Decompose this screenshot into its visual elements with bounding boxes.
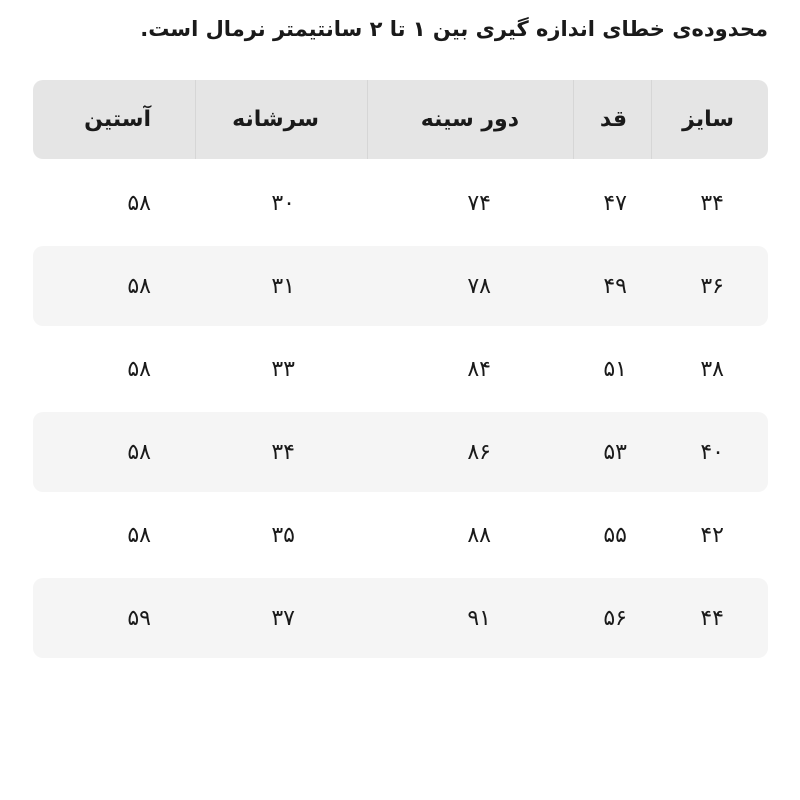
size-table — [33, 80, 768, 661]
cell-height: ۴۷ — [603, 190, 627, 216]
cell-shoulder: ۳۱ — [271, 273, 295, 299]
cell-size: ۳۸ — [700, 356, 724, 382]
cell-sleeve: ۵۸ — [127, 273, 151, 299]
table-row — [33, 412, 768, 492]
table-row — [33, 495, 768, 575]
table-row — [33, 329, 768, 409]
cell-shoulder: ۳۵ — [271, 522, 295, 548]
cell-shoulder: ۳۴ — [271, 439, 295, 465]
cell-height: ۴۹ — [603, 273, 627, 299]
header-size: سایز — [651, 80, 768, 159]
table-row — [33, 246, 768, 326]
header-sleeve: آستین — [84, 107, 151, 132]
table-row — [33, 578, 768, 658]
cell-chest: ۸۸ — [467, 522, 491, 548]
cell-sleeve: ۵۸ — [127, 356, 151, 382]
cell-sleeve: ۵۹ — [127, 605, 151, 631]
table-row — [33, 163, 768, 243]
cell-chest: ۹۱ — [467, 605, 491, 631]
cell-chest: ۷۸ — [467, 273, 491, 299]
cell-height: ۵۶ — [603, 605, 627, 631]
cell-size: ۳۴ — [700, 190, 724, 216]
cell-sleeve: ۵۸ — [127, 522, 151, 548]
cell-sleeve: ۵۸ — [127, 439, 151, 465]
cell-size: ۴۰ — [700, 439, 724, 465]
cell-height: ۵۳ — [603, 439, 627, 465]
cell-chest: ۸۴ — [467, 356, 491, 382]
header-shoulder: سرشانه — [195, 80, 367, 159]
measurement-error-note: محدوده‌ی خطای اندازه گیری بین ۱ تا ۲ سانتیمتر نرمال است. — [140, 17, 768, 41]
table-header-row — [33, 80, 768, 159]
cell-chest: ۸۶ — [467, 439, 491, 465]
cell-height: ۵۵ — [603, 522, 627, 548]
cell-shoulder: ۳۷ — [271, 605, 295, 631]
cell-chest: ۷۴ — [467, 190, 491, 216]
header-chest: دور سینه — [367, 80, 573, 159]
header-height: قد — [573, 80, 651, 159]
cell-size: ۴۴ — [700, 605, 724, 631]
cell-size: ۳۶ — [700, 273, 724, 299]
cell-height: ۵۱ — [603, 356, 627, 382]
cell-sleeve: ۵۸ — [127, 190, 151, 216]
cell-size: ۴۲ — [700, 522, 724, 548]
cell-shoulder: ۳۰ — [271, 190, 295, 216]
cell-shoulder: ۳۳ — [271, 356, 295, 382]
